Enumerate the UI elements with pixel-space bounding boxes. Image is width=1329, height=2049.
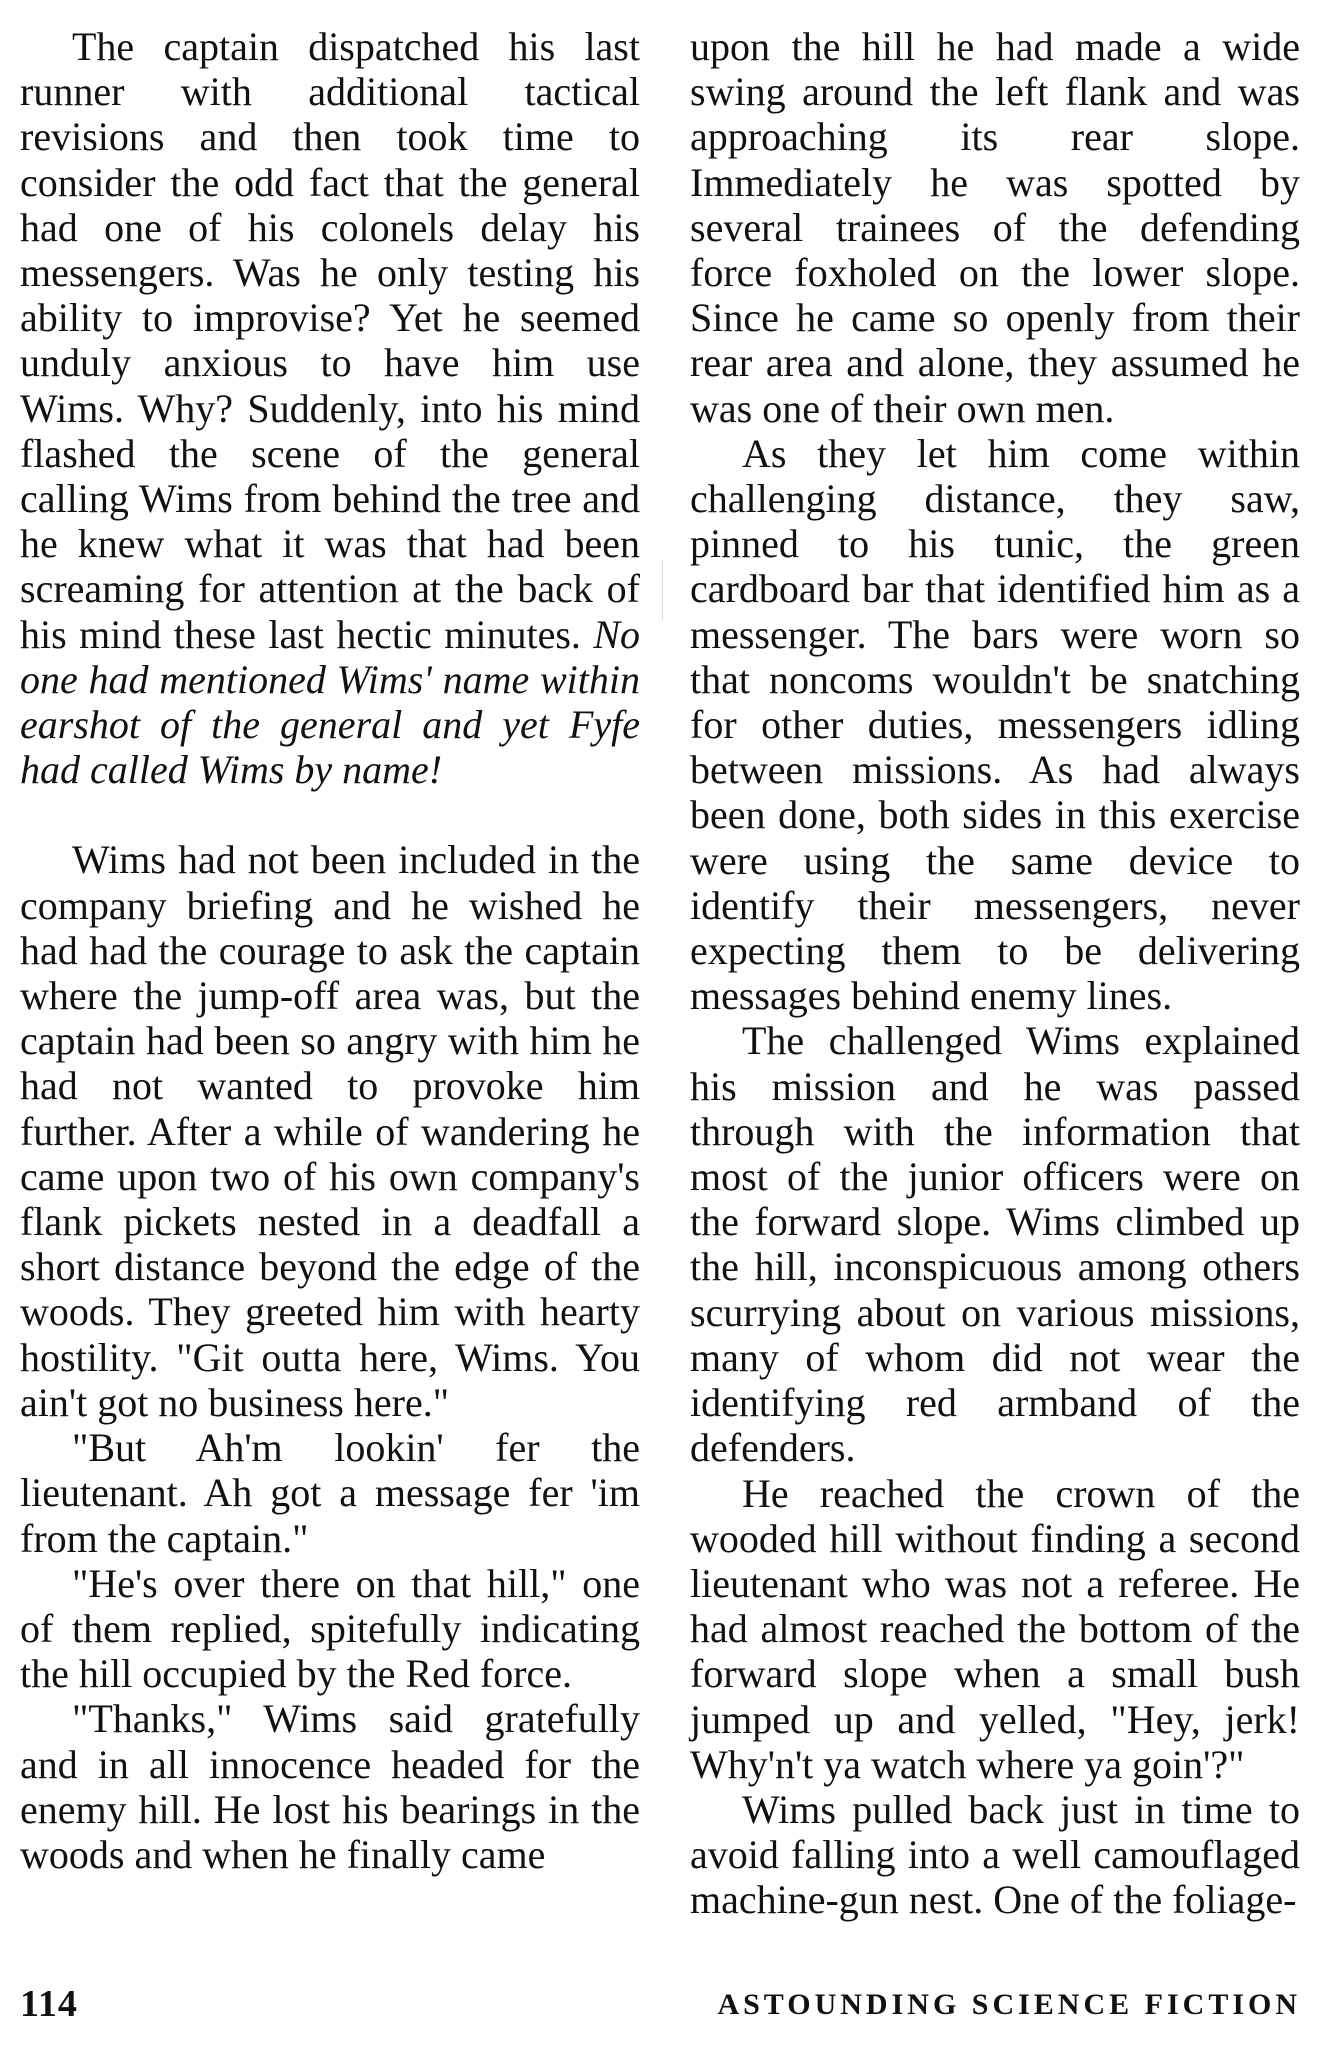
paragraph-text: The captain dispatched his last runner with additional tactical revisions and then took time to consider the odd fact that the general had one of his colonels delay his messengers. Was he only testing his ability to improvise? Yet he seemed unduly anxious to have him use Wims. Why? Suddenly, into his mind flashed the scene of the general calling Wims from behind the tree and he knew what it was that had been screaming for attention at the back of his mind these last hectic minutes. [20, 24, 640, 657]
paragraph: "But Ah'm lookin' fer the lieutenant. Ah got a message fer 'im from the captain." [20, 1425, 640, 1561]
page-number: 114 [20, 1983, 78, 2025]
paragraph: "Thanks," Wims said gratefully and in all innocence headed for the enemy hill. He lost his bearings in the woods and when he finally came [20, 1696, 640, 1877]
italic-passage: No one had mentioned Wims' name within earshot of the general and yet Fyfe had called Wims by name! [20, 611, 640, 793]
right-column [690, 24, 1300, 1923]
paragraph: Wims had not been included in the company briefing and he wished he had had the courage to ask the captain where the jump-off area was, but the captain had been so angry with him he had not wanted to provoke him further. After a while of wandering he came upon two of his own company's flank pickets nested in a deadfall a short distance beyond the edge of the woods. They greeted him with hearty hostility. "Git outta here, Wims. You ain't got no business here." [20, 837, 640, 1425]
paragraph: Wims pulled back just in time to avoid falling into a well camouflaged machine-gun nest. One of the foliage- [690, 1786, 1300, 1923]
left-column [20, 24, 640, 1877]
paragraph: He reached the crown of the wooded hill without finding a second lieutenant who was not a referee. He had almost reached the bottom of the forward slope when a small bush jumped up and yelled, "Hey, jerk! Why'n't ya watch where ya goin'?" [690, 1470, 1300, 1787]
running-footer-title: ASTOUNDING SCIENCE FICTION [717, 1988, 1301, 2021]
paragraph [20, 24, 640, 792]
paragraph-continuation: upon the hill he had made a wide swing around the left flank and was approaching its rear slope. Immediately he was spotted by several trainees of the defending force foxholed on the lower slope. Since he came so openly from their rear area and alone, they assumed he was one of their own men. [690, 24, 1300, 431]
paragraph: "He's over there on that hill," one of them replied, spitefully indicating the hill occupied by the Red force. [20, 1560, 640, 1697]
paragraph: The challenged Wims explained his mission and he was passed through with the information that most of the junior officers were on the forward slope. Wims climbed up the hill, inconspicuous among others scurrying about on various missions, many of whom did not wear the identifying red armband of the defenders. [690, 1018, 1300, 1471]
paragraph: As they let him come within challenging distance, they saw, pinned to his tunic, the green cardboard bar that identified him as a messenger. The bars were worn so that noncoms wouldn't be snatching for other duties, messengers idling between missions. As had always been done, both sides in this exercise were using the same device to identify their messengers, never expecting them to be delivering messages behind enemy lines. [690, 430, 1300, 1019]
column-divider [662, 560, 663, 620]
